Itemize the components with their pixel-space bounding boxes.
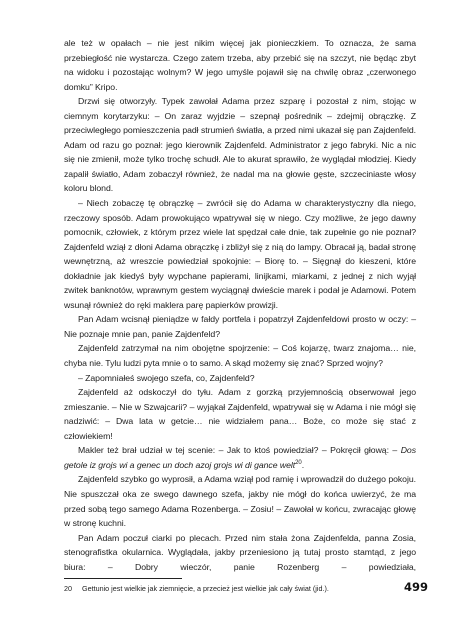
yiddish-quote: Dos getole iz grojs wi a genec un doch azoj grojs wi di gance welt [64,445,416,470]
main-text [64,36,416,574]
page-number: 499 [403,580,428,594]
footnote-reference: 20 [295,459,302,466]
paragraph: – Zapomniałeś swojego szefa, co, Zajdenfeld? [78,372,255,383]
paragraph: ale też w opałach – nie jest nikim więcej jak pionieczkiem. To oznacza, że sama przebiegłość nie wystarcza. Czego zatem trzeba, aby przebić się na szczyt, nie będąc zbyt na widoku i pozostając wolnym? W jego umyśle pojawił się na chwilę obraz „czerwonego domku” Kripo. [64,38,416,92]
paragraph: Pan Adam wcisnął pieniądze w fałdy portfela i popatrzył Zajdenfeldowi prosto w oczy: – Nie poznaje mnie pan, panie Zajdenfeld? [64,314,416,339]
footnote-divider [64,578,182,579]
footnote-text: Gettunio jest wielkie jak ziemnięcie, a przecież jest wielkie jak cały świat (jid.). [82,584,329,593]
quote-end: . [301,459,305,470]
footnote-number: 20 [64,584,72,593]
paragraph: Zajdenfeld szybko go wyprosił, a Adama wziął pod ramię i wprowadził do dużego pokoju. Nie spuszczał oka ze swego dawnego szefa, jakby nie mógł do końca uwierzyć, że ma przed sobą tego samego Adama Rozenberga. – Zosiu! – Zawołał w końcu, zwracając głowę w stronę kuchni. [64,474,416,529]
paragraph: Pan Adam poczuł ciarki po plecach. Przed nim stała żona Zajdenfelda, panna Zosia, stenografistka okularnica. Wyglądała, jakby przeniesiono ją tutaj prosto stamtąd, z jego biura: – Dobry wieczór, panie Rozenberg – powiedziała, [64,532,416,572]
paragraph: – Niech zobaczę tę obrączkę – zwrócił się do Adama w charakterystyczny dla niego, rzeczowy sposób. Adam prowokująco wpatrywał się w niego. Czy możliwe, że jego dawny pomocnik, człowiek, z którym przez wiele lat spędzał całe dnie, tak zupełnie go nie poznał? Zajdenfeld wziął z dłoni Adama obrączkę i zbliżył się z nią do lampy. Obracał ją, badał stronę wewnętrzną, aż wreszcie powiedział spokojnie: – Biorę to. – Sięgnął do kieszeni, które dokładnie jak kiedyś były wypchane papierami, linijkami, miarkami, z jednej z nich wyjął zwitek banknotów, wprawnym gestem wyciągnął dwieście marek i podał je Adamowi. Potem wsunął również do ręki maklera parę papierków prowizji. [64,198,416,310]
paragraph: Zajdenfeld zatrzymał na nim obojętne spojrzenie: – Coś kojarzę, twarz znajoma… nie, chyba nie. Tylu ludzi pyta mnie o to samo. A skąd możemy się znać? Sprzed wojny? [64,343,416,369]
paragraph-lead: Makler też brał udział w tej scenie: – Jak to ktoś powiedział? – Pokręcił głową: – [78,445,401,456]
paragraph-with-quote [64,443,416,472]
paragraph: Zajdenfeld aż odskoczył do tyłu. Adam z gorzką przyjemnością obserwował jego zmieszanie. – Nie w Szwajcarii? – wyjąkał Zajdenfeld, wpatrywał się w Adama i nie mógł się nadziwić: – Dwa lata w getcie… nie widziałem pana… Boże, co może się stać z człowiekiem! [64,387,416,441]
paragraph: Drzwi się otworzyły. Typek zawołał Adama przez szparę i pozostał z nim, stojąc w ciemnym korytarzyku: – On zaraz wyjdzie – szepnął pośrednik – zdejmij obrączkę. Z przeciwległego pomieszczenia padł strumień światła, a przed nimi ukazał się pan Zajdenfeld. Adam od razu go poznał: jego kierownik Zajdenfeld. Administrator z jego fabryki. Nic a nic się nie zmienił, może tylko trochę schudł. Ale to akurat sprawiło, że wyglądał młodziej. Kiedy zapalił światło, Adam zobaczył również, że nadal ma na głowie gęste, szczeciniaste włosy koloru blond. [64,96,416,194]
footnote [64,584,394,594]
